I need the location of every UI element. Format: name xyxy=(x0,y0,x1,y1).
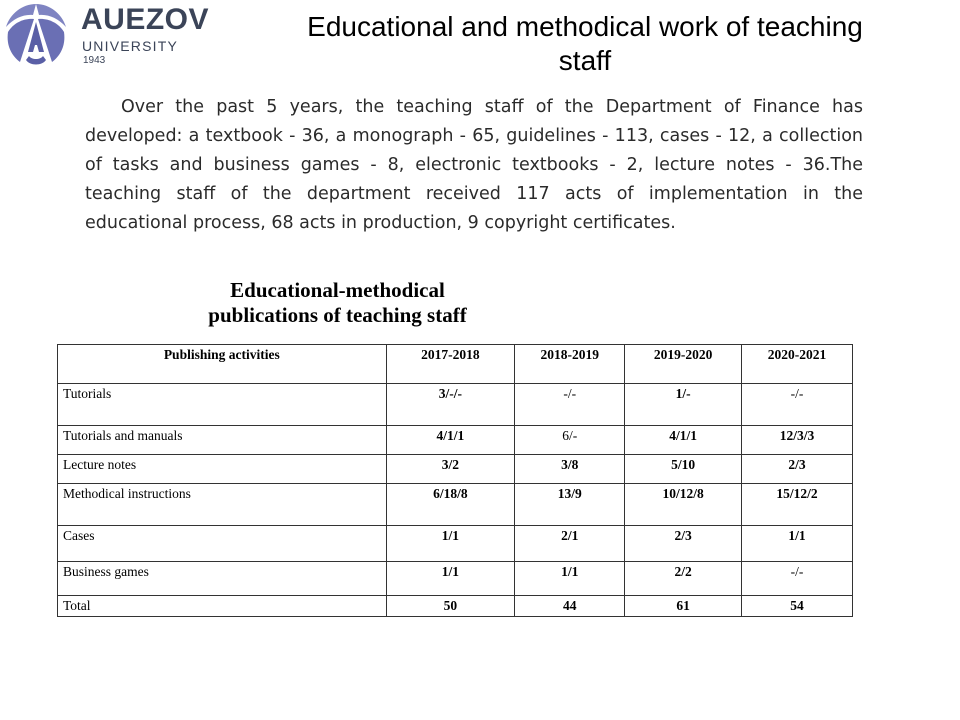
logo-subtitle: UNIVERSITY xyxy=(82,38,179,54)
logo-year: 1943 xyxy=(83,55,106,66)
table-cell: 5/10 xyxy=(625,455,742,484)
table-cell: 1/- xyxy=(625,384,742,426)
table-cell: 2/3 xyxy=(742,455,853,484)
table-cell: 1/1 xyxy=(386,562,515,596)
table-row xyxy=(58,526,853,562)
table-cell: 13/9 xyxy=(515,484,625,526)
row-label: Business games xyxy=(58,562,387,596)
row-label: Tutorials xyxy=(58,384,387,426)
publications-table xyxy=(57,344,853,617)
table-cell: 6/- xyxy=(515,426,625,455)
table-cell: 54 xyxy=(742,596,853,617)
table-cell: 12/3/3 xyxy=(742,426,853,455)
table-cell: 3/8 xyxy=(515,455,625,484)
row-label: Methodical instructions xyxy=(58,484,387,526)
table-cell: 3/2 xyxy=(386,455,515,484)
column-header: 2017-2018 xyxy=(386,345,515,384)
table-cell: 1/1 xyxy=(742,526,853,562)
table-cell: -/- xyxy=(742,562,853,596)
table-row xyxy=(58,484,853,526)
column-header: 2018-2019 xyxy=(515,345,625,384)
intro-paragraph: Over the past 5 years, the teaching staff of the Department of Finance has developed: a textbook - 36, a monograph - 65, guidelines - 113, cases - 12, a collection of tasks and business games - 8, electronic textbooks - 2, lecture notes - 36.The teaching staff of the department received 117 acts of implementation in the educational process, 68 acts in production, 9 copyright certificates. xyxy=(85,97,863,233)
table-row-total xyxy=(58,596,853,617)
table-cell: 6/18/8 xyxy=(386,484,515,526)
table-row xyxy=(58,455,853,484)
table-cell: 15/12/2 xyxy=(742,484,853,526)
table-row xyxy=(58,426,853,455)
table-cell: 44 xyxy=(515,596,625,617)
table-row xyxy=(58,562,853,596)
table-title: Educational-methodical publications of teaching staff xyxy=(208,278,467,327)
university-logo xyxy=(0,0,210,74)
column-header: 2019-2020 xyxy=(625,345,742,384)
row-label: Tutorials and manuals xyxy=(58,426,387,455)
table-cell: 1/1 xyxy=(386,526,515,562)
auezov-emblem-icon xyxy=(0,0,72,72)
table-cell: 1/1 xyxy=(515,562,625,596)
table-cell: 4/1/1 xyxy=(625,426,742,455)
column-header: 2020-2021 xyxy=(742,345,853,384)
table-row xyxy=(58,384,853,426)
table-cell: -/- xyxy=(515,384,625,426)
table-cell: 2/1 xyxy=(515,526,625,562)
table-cell: 10/12/8 xyxy=(625,484,742,526)
table-header-row xyxy=(58,345,853,384)
table-cell: 3/-/- xyxy=(386,384,515,426)
slide-title: Educational and methodical work of teaching staff xyxy=(307,11,863,76)
table-cell: 61 xyxy=(625,596,742,617)
table-cell: 2/3 xyxy=(625,526,742,562)
table-cell: 50 xyxy=(386,596,515,617)
table-cell: 4/1/1 xyxy=(386,426,515,455)
row-label: Cases xyxy=(58,526,387,562)
table-cell: -/- xyxy=(742,384,853,426)
logo-name: AUEZOV xyxy=(81,3,210,36)
row-label: Total xyxy=(58,596,387,617)
column-header: Publishing activities xyxy=(58,345,387,384)
row-label: Lecture notes xyxy=(58,455,387,484)
table-cell: 2/2 xyxy=(625,562,742,596)
